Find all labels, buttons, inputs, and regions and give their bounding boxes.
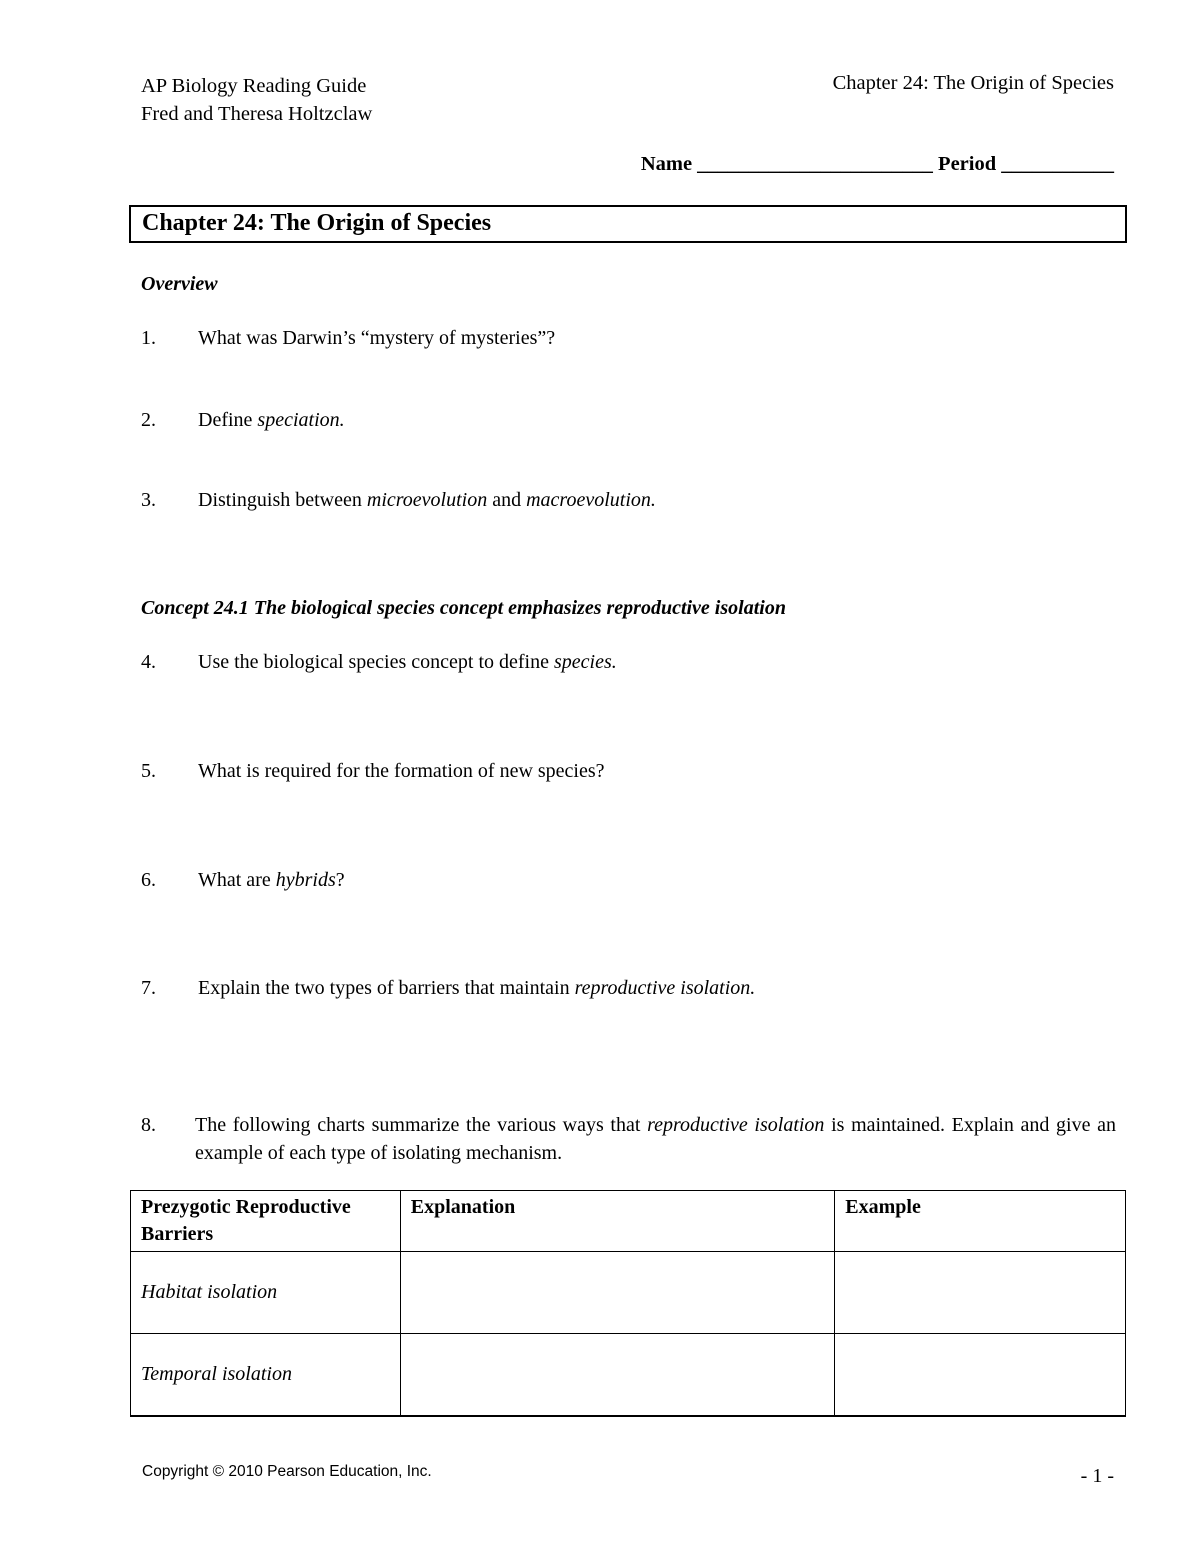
question-text-part: What is required for the formation of new species? xyxy=(198,760,605,782)
question-number: 8. xyxy=(141,1114,156,1136)
guide-title: AP Biology Reading Guide xyxy=(141,75,367,97)
question-text-part: Define xyxy=(198,409,258,431)
table-header-row xyxy=(131,1191,1126,1252)
term-species: species. xyxy=(554,651,617,673)
term-macroevolution: macroevolution. xyxy=(526,489,656,511)
question-text xyxy=(198,327,555,350)
term-reproductive-isolation: reproductive isolation. xyxy=(574,977,756,999)
question-text-part: What was Darwin’s “mystery of mysteries”? xyxy=(198,327,556,349)
question-text xyxy=(198,489,656,512)
term-hybrids: hybrids xyxy=(275,869,336,891)
question-number: 6. xyxy=(141,869,156,891)
question-text xyxy=(198,409,345,432)
term-reproductive-isolation: reproductive isolation xyxy=(647,1114,825,1136)
explanation-cell[interactable] xyxy=(400,1252,835,1334)
header-left xyxy=(141,72,372,128)
question-number: 5. xyxy=(141,760,156,782)
question-text-part: What are xyxy=(198,869,276,891)
question-number: 7. xyxy=(141,977,156,999)
column-header-barrier: Prezygotic Reproductive Barriers xyxy=(131,1191,401,1252)
name-period-line: Name _______________________ Period ___________ xyxy=(640,153,1114,175)
column-header-explanation: Explanation xyxy=(400,1191,835,1252)
question-text-part: ? xyxy=(335,869,345,891)
column-header-example: Example xyxy=(835,1191,1126,1252)
prezygotic-barriers-table xyxy=(130,1190,1126,1417)
table-row xyxy=(131,1252,1126,1334)
barrier-name-cell: Habitat isolation xyxy=(131,1252,401,1334)
question-text xyxy=(198,651,617,674)
term-microevolution: microevolution xyxy=(366,489,488,511)
question-text xyxy=(198,977,755,1000)
question-text xyxy=(198,760,605,783)
question-number: 1. xyxy=(141,327,156,349)
question-text-part: and xyxy=(487,489,527,511)
overview-heading: Overview xyxy=(141,273,218,295)
explanation-cell[interactable] xyxy=(400,1334,835,1417)
question-text-part: is maintained. Explain and give an example of each type of isolating mechanism. xyxy=(195,1114,1116,1164)
page-number: - 1 - xyxy=(1080,1465,1114,1487)
question-number: 3. xyxy=(141,489,156,511)
question-text xyxy=(198,869,345,892)
example-cell[interactable] xyxy=(835,1334,1126,1417)
barrier-name-cell: Temporal isolation xyxy=(131,1334,401,1417)
term-speciation: speciation. xyxy=(257,409,345,431)
question-text-part: The following charts summarize the various ways that xyxy=(195,1114,648,1136)
question-8 xyxy=(141,1111,1116,1167)
chapter-title: Chapter 24: The Origin of Species xyxy=(142,210,492,236)
question-text-part: Use the biological species concept to define xyxy=(198,651,554,673)
question-text-part: Explain the two types of barriers that maintain xyxy=(198,977,575,999)
question-text-part: Distinguish between xyxy=(198,489,367,511)
question-number: 4. xyxy=(141,651,156,673)
chapter-title-box xyxy=(129,205,1127,243)
table-row xyxy=(131,1334,1126,1417)
authors: Fred and Theresa Holtzclaw xyxy=(141,103,373,125)
example-cell[interactable] xyxy=(835,1252,1126,1334)
question-number: 2. xyxy=(141,409,156,431)
concept-heading: Concept 24.1 The biological species concept emphasizes reproductive isolation xyxy=(141,597,786,619)
copyright-notice: Copyright © 2010 Pearson Education, Inc. xyxy=(142,1463,432,1480)
question-text xyxy=(195,1111,1116,1167)
chapter-label: Chapter 24: The Origin of Species xyxy=(832,72,1114,94)
